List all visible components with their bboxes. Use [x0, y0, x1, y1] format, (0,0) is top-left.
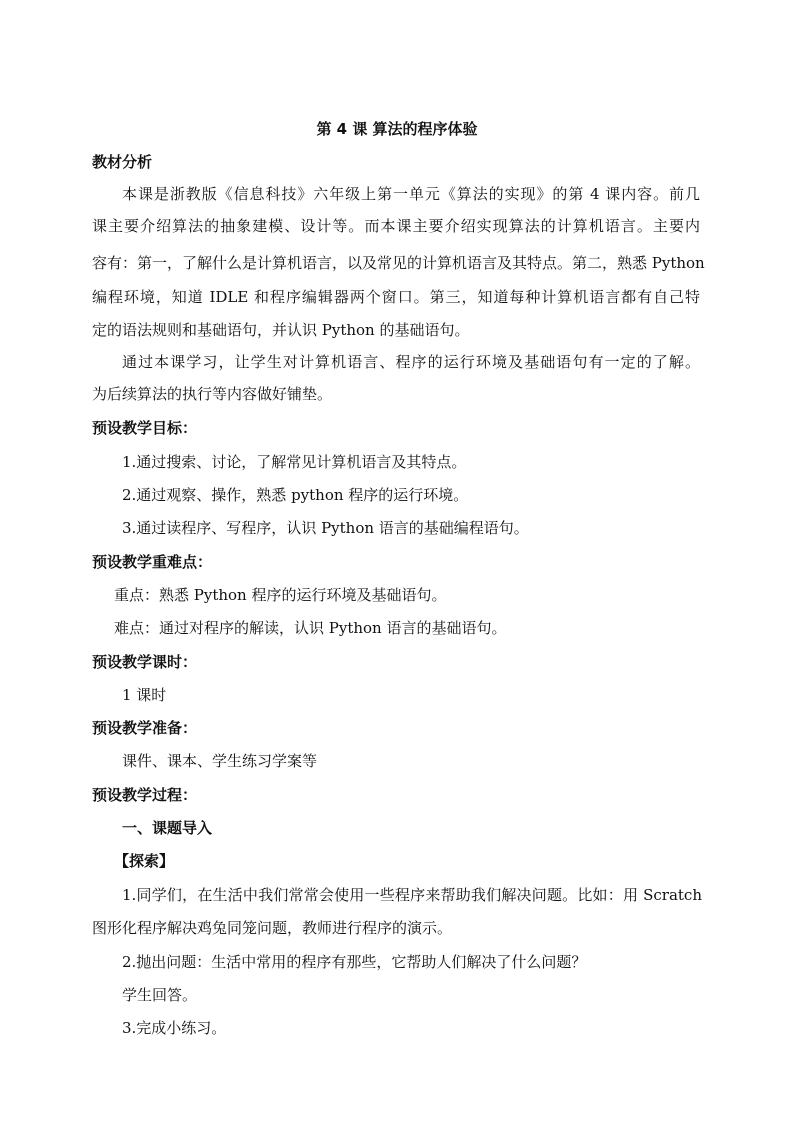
process-item: 3.完成小练习。: [122, 1019, 227, 1037]
process-item: 2.抛出问题：生活中常用的程序有那些，它帮助人们解决了什么问题？: [122, 953, 587, 971]
process-part-1-heading: 一、课题导入: [122, 819, 213, 837]
key-point: 重点：熟悉 Python 程序的运行环境及基础语句。: [114, 586, 447, 604]
heading-teaching-prep: 预设教学准备：: [92, 719, 198, 737]
student-answer: 学生回答。: [122, 986, 198, 1004]
heading-key-points: 预设教学重难点：: [92, 553, 213, 571]
difficult-point: 难点：通过对程序的解读，认识 Python 语言的基础语句。: [114, 619, 507, 637]
lesson-title: 第 4 课 算法的程序体验: [316, 120, 478, 138]
paragraph-line: 定的语法规则和基础语句，并认识 Python 的基础语句。: [92, 321, 470, 339]
process-item: 1.同学们，在生活中我们常常会使用一些程序来帮助我们解决问题。比如：用 Scratch: [122, 886, 702, 904]
paragraph-line: 本课是浙教版《信息科技》六年级上第一单元《算法的实现》的第 4 课内容。前几: [122, 185, 700, 203]
goal-item: 1.通过搜索、讨论，了解常见计算机语言及其特点。: [122, 453, 467, 471]
paragraph-line: 通过本课学习，让学生对计算机语言、程序的运行环境及基础语句有一定的了解。: [122, 353, 700, 371]
process-item: 图形化程序解决鸡兔同笼问题，教师进行程序的演示。: [92, 919, 453, 937]
paragraph-line: 编程环境，知道 IDLE 和程序编辑器两个窗口。第三，知道每种计算机语言都有自己特: [92, 288, 700, 306]
heading-materials-analysis: 教材分析: [92, 153, 153, 171]
goal-item: 3.通过读程序、写程序，认识 Python 语言的基础编程语句。: [122, 519, 529, 537]
paragraph-line: 为后续算法的执行等内容做好铺垫。: [92, 385, 333, 403]
class-hours-value: 1 课时: [122, 686, 167, 704]
heading-teaching-goals: 预设教学目标：: [92, 419, 198, 437]
teaching-prep-value: 课件、课本、学生练习学案等: [122, 752, 318, 770]
paragraph-line: 课主要介绍算法的抽象建模、设计等。而本课主要介绍实现算法的计算机语言。主要内: [92, 217, 700, 235]
heading-teaching-process: 预设教学过程：: [92, 786, 198, 804]
explore-label: 【探索】: [114, 852, 175, 870]
goal-item: 2.通过观察、操作，熟悉 python 程序的运行环境。: [122, 486, 469, 504]
heading-class-hours: 预设教学课时：: [92, 653, 198, 671]
paragraph-line: 容有：第一，了解什么是计算机语言，以及常见的计算机语言及其特点。第二，熟悉 Python: [92, 254, 705, 272]
